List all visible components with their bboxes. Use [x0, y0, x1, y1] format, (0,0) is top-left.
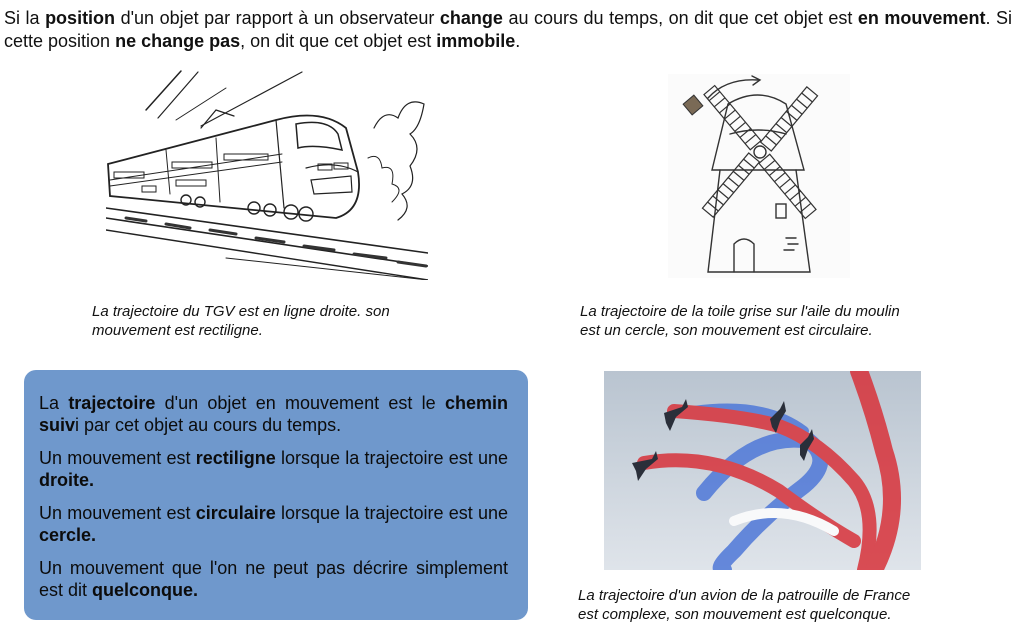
windmill-illustration: [668, 74, 850, 278]
definition-quelconque: Un mouvement que l'on ne peut pas décrire simplement est dit quelconque.: [39, 558, 508, 600]
windmill-caption: La trajectoire de la toile grise sur l'aile du moulin est un cercle, son mouvement est circulaire.: [580, 303, 900, 339]
definition-trajectoire: La trajectoire d'un objet en mouvement est le chemin suivi par cet objet au cours du temps.: [39, 393, 508, 435]
tgv-caption: La trajectoire du TGV est en ligne droite. son mouvement est rectiligne.: [92, 303, 390, 339]
definition-rectiligne: Un mouvement est rectiligne lorsque la trajectoire est une droite.: [39, 448, 508, 490]
intro-paragraph: Si la position d'un objet par rapport à un observateur change au cours du temps, on dit que cet objet est en mouvement. Si cette position ne change pas, on dit que cet objet est immobile.: [4, 8, 1012, 51]
tgv-train-illustration: [106, 68, 428, 280]
planes-caption: La trajectoire d'un avion de la patrouille de France est complexe, son mouvement est quelconque.: [578, 587, 911, 623]
patrouille-de-france-photo: [604, 371, 921, 570]
definition-circulaire: Un mouvement est circulaire lorsque la trajectoire est une cercle.: [39, 503, 508, 545]
definition-box: [24, 370, 528, 620]
